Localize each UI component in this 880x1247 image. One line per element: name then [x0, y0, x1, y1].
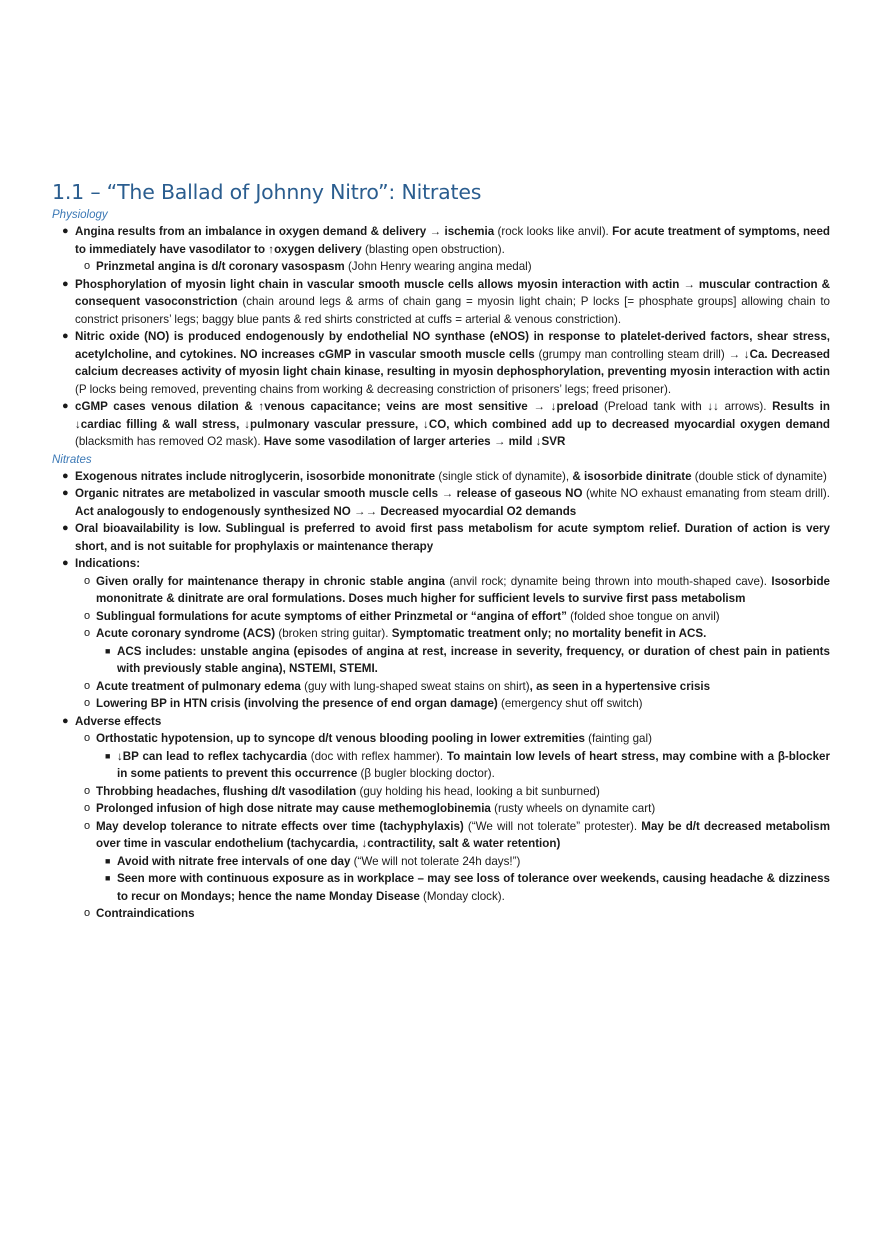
bullet-item-level-2	[52, 730, 830, 748]
bullet-item-level-3	[52, 853, 830, 871]
note-text: (rock looks like anvil).	[494, 225, 613, 238]
note-text: (grumpy man controlling steam drill)	[534, 347, 729, 361]
bold-text: Results in ↓cardiac filling & wall stress, ↓pulmonary vascular pressure, ↓CO, which combined add up to decreased myocardial oxygen demand	[75, 400, 830, 431]
bold-text: Orthostatic hypotension, up to syncope d/t venous blooding pooling in lower extremities	[96, 732, 585, 745]
note-text: (“We will not tolerate 24h days!”)	[350, 854, 521, 868]
bullet-marker-icon: ●	[62, 225, 69, 237]
bold-text: Given orally for maintenance therapy in chronic stable angina	[96, 574, 445, 588]
bold-text: Oral bioavailability is low. Sublingual is preferred to avoid first pass metabolism for acute symptom relief. Duration of action is very short, and is not suitable for prophylaxis or maintenance therapy	[75, 522, 830, 553]
note-text: (white NO exhaust emanating from steam drill).	[582, 487, 830, 500]
bold-text: Prinzmetal angina is d/t coronary vasospasm	[96, 260, 345, 273]
bullet-item-level-2	[52, 608, 830, 626]
bullet-item-level-3	[52, 870, 830, 905]
section-heading: Nitrates	[52, 453, 92, 466]
section-heading: Physiology	[52, 209, 108, 221]
bold-text: Act analogously to endogenously synthesized NO →→ Decreased myocardial O2 demands	[75, 504, 577, 518]
bullet-item-level-2	[52, 905, 830, 923]
bold-text: Adverse effects	[75, 714, 162, 728]
bullet-marker-icon: ●	[62, 714, 69, 727]
bold-text: ACS includes: unstable angina (episodes of angina at rest, increase in severity, frequency, or duration of chest pain in patients with previously stable angina), NSTEMI, STEMI.	[117, 644, 830, 675]
bullet-item-level-1	[52, 398, 830, 451]
note-text: (fainting gal)	[584, 732, 652, 745]
note-text: (P locks being removed, preventing chains from working & decreasing constriction of prisoners’ legs; freed prisoner).	[75, 382, 672, 396]
bold-text: For acute treatment of symptoms, need to immediately have vasodilator to ↑oxygen delivery	[75, 225, 831, 256]
bullet-item-level-2	[52, 818, 830, 853]
note-text: (guy holding his head, looking a bit sunburned)	[356, 784, 600, 798]
bullet-item-level-1	[52, 520, 830, 555]
bold-text: Avoid with nitrate free intervals of one day	[117, 854, 351, 868]
bullet-marker-icon: ●	[62, 330, 69, 342]
bullet-marker-icon: ●	[62, 557, 69, 569]
bold-text: cGMP cases venous dilation & ↑venous capacitance; veins are most sensitive → ↓preload	[75, 400, 599, 413]
bullet-marker-icon: o	[84, 697, 91, 709]
bullet-item-level-1	[52, 468, 830, 486]
bullet-marker-icon: ■	[105, 750, 111, 761]
bullet-marker-icon: ●	[62, 400, 69, 412]
bold-text: Contraindications	[96, 907, 195, 920]
bold-text: Organic nitrates are metabolized in vascular smooth muscle cells → release of gaseous NO	[75, 487, 583, 500]
note-text: (chain around legs & arms of chain gang = myosin light chain; P locks [= phosphate groups] allowing chain to constrict prisoners’ legs; baggy blue pants & red shirts constricted at cuffs = arterial & venous constriction).	[75, 295, 830, 326]
note-text: (single stick of dynamite),	[435, 469, 573, 483]
note-text: (John Henry wearing angina medal)	[344, 260, 532, 273]
bullet-item-level-1	[52, 485, 830, 520]
note-text: (double stick of dynamite)	[691, 469, 827, 483]
bold-text: Acute coronary syndrome (ACS)	[96, 627, 276, 640]
note-text: (folded shoe tongue on anvil)	[566, 609, 720, 623]
bold-text: Prolonged infusion of high dose nitrate may cause methemoglobinemia	[96, 802, 491, 815]
bullet-marker-icon: ●	[62, 487, 69, 499]
bold-text: May be d/t decreased metabolism over time in vascular endothelium (tachycardia, ↓contractility, salt & water retention)	[96, 819, 830, 850]
bullet-marker-icon: o	[84, 819, 91, 832]
bold-text: Lowering BP in HTN crisis (involving the presence of end organ damage)	[96, 697, 498, 710]
bullet-marker-icon: o	[84, 574, 91, 587]
note-text: (emergency shut off switch)	[497, 697, 643, 710]
bullet-item-level-3	[52, 643, 830, 678]
note-text: (blacksmith has removed O2 mask).	[75, 435, 264, 448]
bullet-marker-icon: ■	[105, 873, 111, 883]
bold-text: , as seen in a hypertensive crisis	[529, 679, 711, 693]
note-text: (β bugler blocking doctor).	[357, 767, 495, 780]
note-text: (“We will not tolerate” protester).	[463, 819, 642, 833]
bullet-marker-icon: ■	[105, 645, 111, 656]
bullet-item-level-1	[52, 328, 830, 398]
bold-text: Symptomatic treatment only; no mortality benefit in ACS.	[391, 627, 707, 640]
bold-text: Seen more with continuous exposure as in workplace – may see loss of tolerance over weekends, causing headache & dizziness to recur on Mondays; hence the name Monday Disease	[117, 872, 830, 903]
bullet-marker-icon: o	[84, 627, 91, 639]
bullet-item-level-1	[52, 223, 830, 258]
bullet-item-level-3	[52, 748, 830, 783]
bullet-item-level-1	[52, 276, 830, 329]
bullet-item-level-2	[52, 695, 830, 713]
page-title: 1.1 – “The Ballad of Johnny Nitro”: Nitrates	[52, 180, 482, 204]
bullet-item-level-1	[52, 713, 830, 731]
bold-text: → ↓Ca. Decreased calcium decreases activity of myosin light chain kinase, resulting in myosin dephosphorylation, preventing myosin interaction with actin	[75, 347, 831, 378]
bold-text: Have some vasodilation of larger arteries → mild ↓SVR	[263, 435, 566, 448]
bold-text: Throbbing headaches, flushing d/t vasodilation	[96, 784, 357, 798]
bold-text: Phosphorylation of myosin light chain in vascular smooth muscle cells allows myosin interaction with actin → muscular contraction & consequent vasoconstriction	[75, 277, 830, 308]
bullet-marker-icon: ●	[62, 277, 69, 290]
bullet-marker-icon: o	[84, 732, 91, 744]
bullet-item-level-2	[52, 678, 830, 696]
note-text: (guy with lung-shaped sweat stains on shirt)	[300, 679, 530, 693]
note-text: (doc with reflex hammer).	[306, 749, 447, 763]
bold-text: Acute treatment of pulmonary edema	[96, 679, 301, 693]
note-text: (Preload tank with ↓↓ arrows).	[598, 400, 773, 413]
bullet-marker-icon: o	[84, 260, 91, 272]
bullet-item-level-2	[52, 258, 830, 276]
bold-text: Isosorbide mononitrate & dinitrate are oral formulations. Doses much higher for sufficient levels to survive first pass metabolism	[96, 574, 830, 605]
bullet-marker-icon: o	[84, 802, 91, 814]
note-text: (Monday clock).	[419, 889, 505, 903]
bold-text: Sublingual formulations for acute symptoms of either Prinzmetal or “angina of effort”	[96, 609, 567, 623]
note-text: (blasting open obstruction).	[361, 242, 505, 256]
bold-text: To maintain low levels of heart stress, may combine with a β-blocker in some patients to prevent this occurrence	[117, 749, 830, 780]
bold-text: Angina results from an imbalance in oxygen demand & delivery → ischemia	[75, 225, 495, 238]
bullet-item-level-2	[52, 625, 830, 643]
document-body	[52, 207, 830, 923]
bullet-marker-icon: o	[84, 907, 91, 919]
bold-text: Indications:	[75, 557, 141, 570]
note-text: (rusty wheels on dynamite cart)	[490, 802, 656, 815]
bold-text: Exogenous nitrates include nitroglycerin, isosorbide mononitrate	[75, 469, 436, 483]
bold-text: Nitric oxide (NO) is produced endogenously by endothelial NO synthase (eNOS) in response to platelet-derived factors, shear stress, acetylcholine, and cytokines. NO increases cGMP in vascular smooth muscle cells	[75, 330, 830, 361]
bullet-marker-icon: o	[84, 609, 91, 622]
bullet-marker-icon: o	[84, 784, 91, 797]
bold-text: ↓BP can lead to reflex tachycardia	[117, 749, 307, 763]
bullet-marker-icon: ●	[62, 469, 69, 482]
bullet-item-level-2	[52, 800, 830, 818]
bold-text: May develop tolerance to nitrate effects over time (tachyphylaxis)	[96, 819, 464, 833]
bold-text: & isosorbide dinitrate	[572, 469, 692, 483]
bullet-item-level-1	[52, 555, 830, 573]
document-page	[52, 178, 830, 923]
bullet-marker-icon: ●	[62, 522, 69, 534]
bullet-marker-icon: ■	[105, 855, 111, 866]
note-text: (anvil rock; dynamite being thrown into mouth-shaped cave).	[445, 574, 772, 588]
bullet-item-level-2	[52, 783, 830, 801]
note-text: (broken string guitar).	[275, 627, 392, 640]
bullet-item-level-2	[52, 573, 830, 608]
bullet-marker-icon: o	[84, 679, 91, 692]
